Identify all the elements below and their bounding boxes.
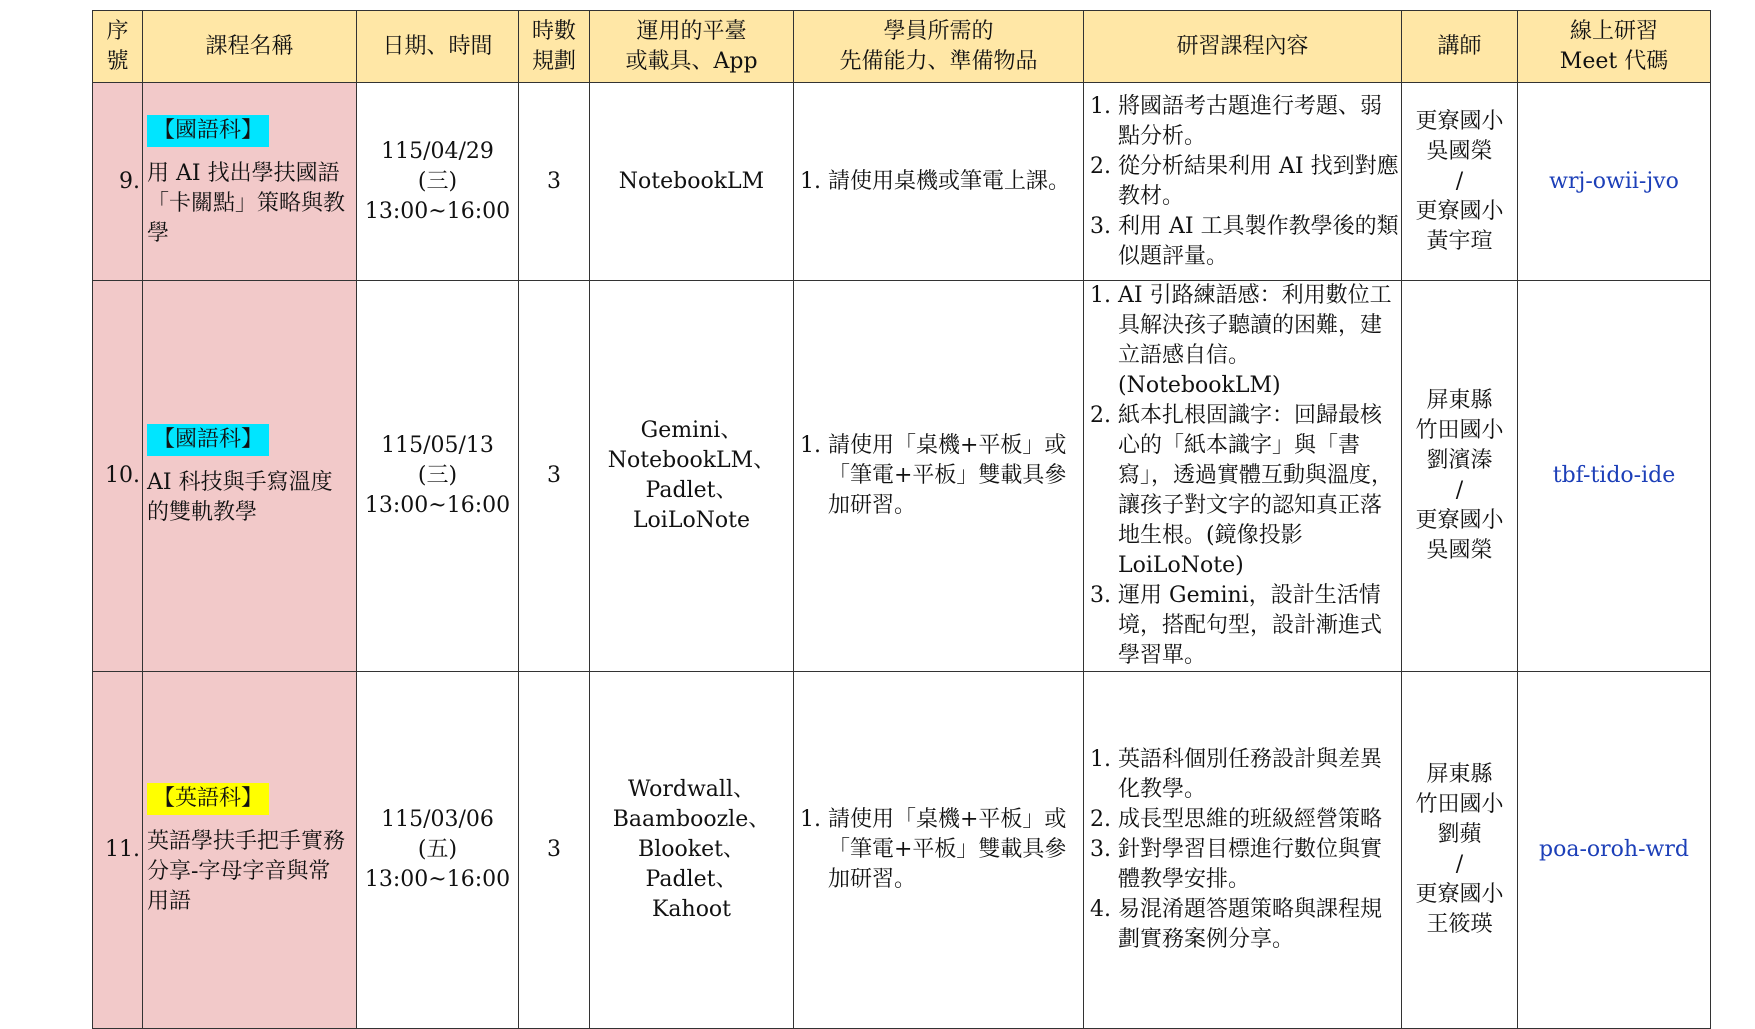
list-text: 請使用桌機或筆電上課。 [828,168,1071,194]
line-text: 竹田國小 [1415,418,1504,443]
line-text: 屏東縣 [1426,388,1493,413]
course-title: AI 科技與手寫溫度的雙軌教學 [147,470,333,525]
list-text: 利用 AI 工具製作教學後的類似題評量。 [1118,213,1399,269]
line-text: NotebookLM [618,168,765,194]
content-cell [1084,672,1402,1029]
header-lecturer: 講師 [1402,11,1518,83]
line-text: 更寮國小 [1415,508,1504,533]
course-name-cell [143,281,357,672]
list-item [1090,212,1399,272]
list-item [800,431,1081,521]
hours-cell: 3 [519,672,590,1029]
list-number: 4. [1090,897,1111,922]
course-name-cell [143,672,357,1029]
line-text: Wordwall、 [628,777,755,802]
list-item [1090,401,1399,581]
table-row [93,281,1711,672]
meet-code[interactable]: wrj-owii-jvo [1518,83,1711,281]
header-prereq: 學員所需的 先備能力、準備物品 [794,11,1084,83]
row-number: 9. [93,83,143,281]
line-text: / [1455,852,1464,877]
list-number: 1. [1090,747,1111,772]
line-text: Padlet、 [645,478,738,503]
date-time-cell: 115/04/29 (三) 13:00~16:00 [357,83,519,281]
course-title: 英語學扶手把手實務分享-字母字音與常用語 [147,829,346,914]
header-meet: 線上研習 Meet 代碼 [1518,11,1711,83]
subject-badge: 【國語科】 [147,115,269,147]
list-text: 成長型思維的班級經營策略 [1118,807,1383,832]
lecturer-cell [1402,83,1518,281]
line-text: 黃宇瑄 [1426,228,1493,254]
header-no: 序 號 [93,11,143,83]
list-item [800,167,1081,197]
content-cell [1084,281,1402,672]
platform-cell [590,672,794,1029]
subject-badge: 【英語科】 [147,783,269,815]
line-text: LoiLoNote [632,508,751,533]
course-name-cell [143,83,357,281]
content-cell [1084,83,1402,281]
line-text: 更寮國小 [1415,108,1504,134]
list-item [1090,745,1399,805]
list-text: 針對學習目標進行數位與實體教學安排。 [1118,837,1383,892]
list-item [1090,835,1399,895]
line-text: 王筱瑛 [1426,912,1493,937]
platform-cell [590,83,794,281]
list-text: 紙本扎根固識字：回歸最核心的「紙本識字」與「書寫」，透過實體互動與溫度，讓孩子對文字的認知真正落地生根。(鏡像投影 LoiLoNote) [1118,403,1394,578]
line-text: Gemini、 [640,418,743,443]
line-text: Kahoot [651,897,732,922]
table-row [93,672,1711,1029]
date-time-cell: 115/05/13 (三) 13:00~16:00 [357,281,519,672]
list-number: 1. [1090,283,1111,308]
list-text: 將國語考古題進行考題、弱點分析。 [1118,93,1383,149]
platform-cell [590,281,794,672]
hours-cell: 3 [519,281,590,672]
list-item [800,805,1081,895]
list-number: 3. [1090,213,1111,239]
list-number: 1. [1090,93,1111,119]
line-text: Baamboozle、 [612,807,771,832]
list-number: 2. [1090,403,1111,428]
table-body [93,83,1711,1029]
course-title: 用 AI 找出學扶國語「卡關點」策略與教學 [147,160,346,246]
header-content: 研習課程內容 [1084,11,1402,83]
header-row [93,11,1711,83]
list-text: AI 引路練語感：利用數位工具解決孩子聽讀的困難，建立語感自信。(NotebookLM) [1118,283,1392,398]
list-text: 易混淆題答題策略與課程規劃實務案例分享。 [1118,897,1383,952]
list-item [1090,92,1399,152]
row-number: 11. [93,672,143,1029]
line-text: 劉蘋 [1437,822,1482,847]
meet-code[interactable]: poa-oroh-wrd [1518,672,1711,1029]
list-text: 請使用「桌機+平板」或「筆電+平板」雙載具參加研習。 [828,433,1067,518]
line-text: NotebookLM、 [607,448,776,473]
line-text: / [1455,478,1464,503]
line-text: 竹田國小 [1415,792,1504,817]
list-text: 從分析結果利用 AI 找到對應教材。 [1118,153,1399,209]
list-number: 1. [800,807,821,832]
line-text: 劉濱溱 [1426,448,1493,473]
date-time-cell: 115/03/06 (五) 13:00~16:00 [357,672,519,1029]
header-hours: 時數 規劃 [519,11,590,83]
subject-badge: 【國語科】 [147,424,269,456]
list-item [1090,152,1399,212]
list-number: 3. [1090,583,1111,608]
header-course: 課程名稱 [143,11,357,83]
list-number: 1. [800,168,821,194]
list-text: 英語科個別任務設計與差異化教學。 [1118,747,1383,802]
line-text: 吳國榮 [1426,538,1493,563]
list-number: 2. [1090,153,1111,179]
list-item [1090,281,1399,401]
line-text: 更寮國小 [1415,198,1504,224]
row-number: 10. [93,281,143,672]
list-item [1090,805,1399,835]
meet-code[interactable]: tbf-tido-ide [1518,281,1711,672]
line-text: 吳國榮 [1426,138,1493,164]
header-platform: 運用的平臺 或載具、App [590,11,794,83]
list-text: 運用 Gemini，設計生活情境，搭配句型，設計漸進式學習單。 [1118,583,1383,668]
list-number: 1. [800,433,821,458]
course-schedule-table [92,10,1711,1029]
lecturer-cell [1402,672,1518,1029]
prereq-cell [794,672,1084,1029]
prereq-cell [794,281,1084,672]
list-item [1090,895,1399,955]
table-row [93,83,1711,281]
line-text: Padlet、 [645,867,738,892]
line-text: 屏東縣 [1426,762,1493,787]
prereq-cell [794,83,1084,281]
lecturer-cell [1402,281,1518,672]
line-text: Blooket、 [638,837,745,862]
hours-cell: 3 [519,83,590,281]
list-number: 3. [1090,837,1111,862]
list-number: 2. [1090,807,1111,832]
list-item [1090,581,1399,671]
line-text: 更寮國小 [1415,882,1504,907]
line-text: / [1455,168,1464,194]
header-datetime: 日期、時間 [357,11,519,83]
list-text: 請使用「桌機+平板」或「筆電+平板」雙載具參加研習。 [828,807,1067,892]
